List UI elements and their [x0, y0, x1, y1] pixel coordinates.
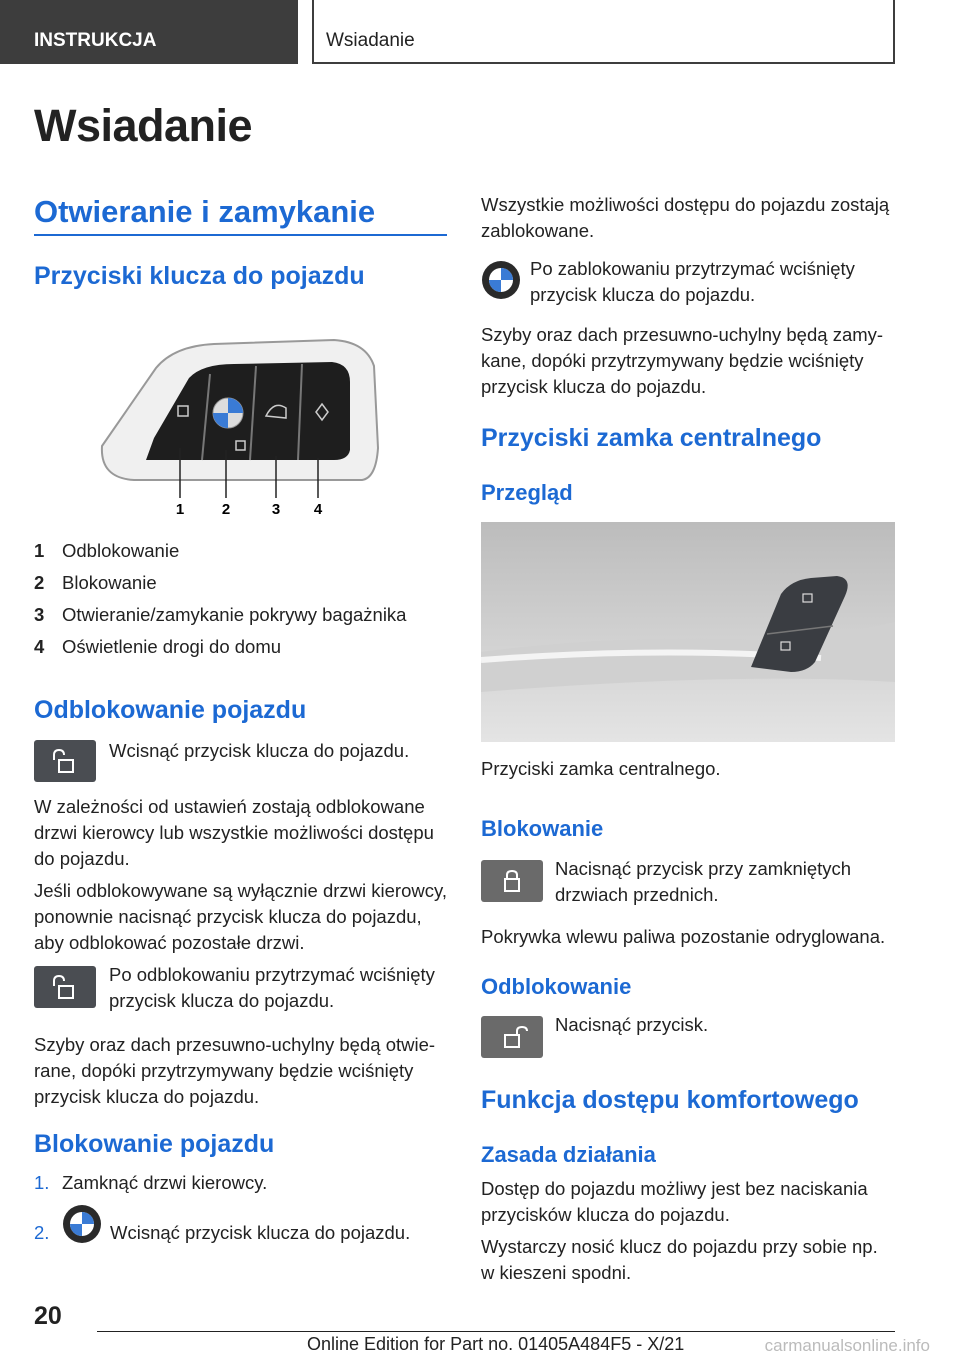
central-lock-heading: Przyciski zamka centralnego: [481, 424, 822, 452]
overview-heading: Przegląd: [481, 480, 573, 505]
key-fob-illustration: [94, 338, 384, 518]
fuel-paragraph: Pokrywka wlewu paliwa pozostanie odryglowana.: [481, 926, 886, 947]
legend-text-3: Otwieranie/zamykanie pokrywy bagażnika: [62, 604, 407, 625]
unlock-hold-instruction: Po odblokowaniu przytrzymać wciśnięty przycisk klucza do pojazdu.: [109, 964, 435, 1011]
legend-text-4: Oświetlenie drogi do domu: [62, 636, 282, 657]
callout-label-2: 2: [221, 501, 231, 518]
lock-step-num-1: 1.: [34, 1172, 50, 1193]
footer-edition: Online Edition for Part no. 01405A484F5 - X/21: [307, 1334, 685, 1354]
locked-paragraph: Wszystkie możliwości dostępu do pojazdu zostają zablokowane.: [481, 194, 890, 241]
bmw-lock-hold-icon: [481, 260, 521, 300]
principle-heading: Zasada działania: [481, 1142, 656, 1167]
legend-num-3: 3: [34, 604, 45, 625]
section-heading: Otwieranie i zamykanie: [34, 194, 376, 229]
comfort-access-heading: Funkcja dostępu komfortowego: [481, 1086, 859, 1114]
legend-num-1: 1: [34, 540, 45, 561]
close-paragraph: Szyby oraz dach przesuwno-uchylny będą zamykane, dopóki przytrzymywany będzie wciśnięty przycisk klucza do pojazdu.: [481, 324, 884, 397]
watermark: carmanualsonline.info: [764, 1336, 930, 1355]
access-paragraph-2: Wystarczy nosić klucz do pojazdu przy sobie np. w kieszeni spodni.: [481, 1236, 878, 1283]
header-chapter-box: Wsiadanie: [312, 0, 895, 64]
unlock-paragraph-1: W zależności od ustawień zostają odblokowane drzwi kierowcy lub wszystkie możliwości dostępu do pojazdu.: [34, 796, 434, 869]
unlock-hold-icon: [34, 966, 96, 1008]
unlock-heading: Odblokowanie: [481, 974, 632, 999]
callout-label-4: 4: [313, 501, 323, 518]
legend-num-2: 2: [34, 572, 45, 593]
central-unlock-button-icon: [481, 1016, 543, 1058]
unlock-button-icon: [34, 740, 96, 782]
unlock-paragraph-2: Jeśli odblokowywane są wyłącznie drzwi kierowcy, ponownie nacisnąć przycisk klucza do pojazdu, aby odblokować pozostałe drzwi.: [34, 880, 447, 953]
lock-vehicle-heading: Blokowanie pojazdu: [34, 1130, 275, 1158]
unlock-paragraph-3: Szyby oraz dach przesuwno-uchylny będą otwierane, dopóki przytrzymywany będzie wciśnięty przycisk klucza do pojazdu.: [34, 1034, 436, 1107]
lock-instruction: Nacisnąć przycisk przy zamkniętych drzwiach przednich.: [555, 858, 852, 905]
unlock-instruction-right: Nacisnąć przycisk.: [555, 1014, 709, 1035]
callout-label-1: 1: [175, 501, 185, 518]
section-rule: [34, 234, 447, 236]
header-section-tab: INSTRUKCJA: [0, 0, 298, 64]
lock-step-text-1: Zamknąć drzwi kierowcy.: [62, 1172, 268, 1193]
photo-caption: Przyciski zamka centralnego.: [481, 758, 721, 779]
lock-hold-instruction: Po zablokowaniu przytrzymać wciśnięty przycisk klucza do pojazdu.: [530, 258, 855, 305]
legend-text-1: Odblokowanie: [62, 540, 180, 561]
legend-num-4: 4: [34, 636, 45, 657]
lock-step-text-2: Wcisnąć przycisk klucza do pojazdu.: [110, 1222, 411, 1243]
bmw-key-button-icon: [62, 1204, 102, 1244]
access-paragraph-1: Dostęp do pojazdu możliwy jest bez naciskania przycisków klucza do pojazdu.: [481, 1178, 868, 1225]
lock-heading: Blokowanie: [481, 816, 604, 841]
door-buttons-photo: [481, 522, 895, 742]
footer-rule: [97, 1331, 895, 1332]
keys-heading: Przyciski klucza do pojazdu: [34, 262, 365, 290]
unlock-instruction: Wcisnąć przycisk klucza do pojazdu.: [109, 740, 410, 761]
unlock-vehicle-heading: Odblokowanie pojazdu: [34, 696, 307, 724]
lock-step-num-2: 2.: [34, 1222, 50, 1243]
callout-label-3: 3: [271, 501, 281, 518]
page-title: Wsiadanie: [34, 100, 253, 151]
page-number: 20: [34, 1302, 62, 1330]
legend-text-2: Blokowanie: [62, 572, 157, 593]
central-lock-button-icon: [481, 860, 543, 902]
